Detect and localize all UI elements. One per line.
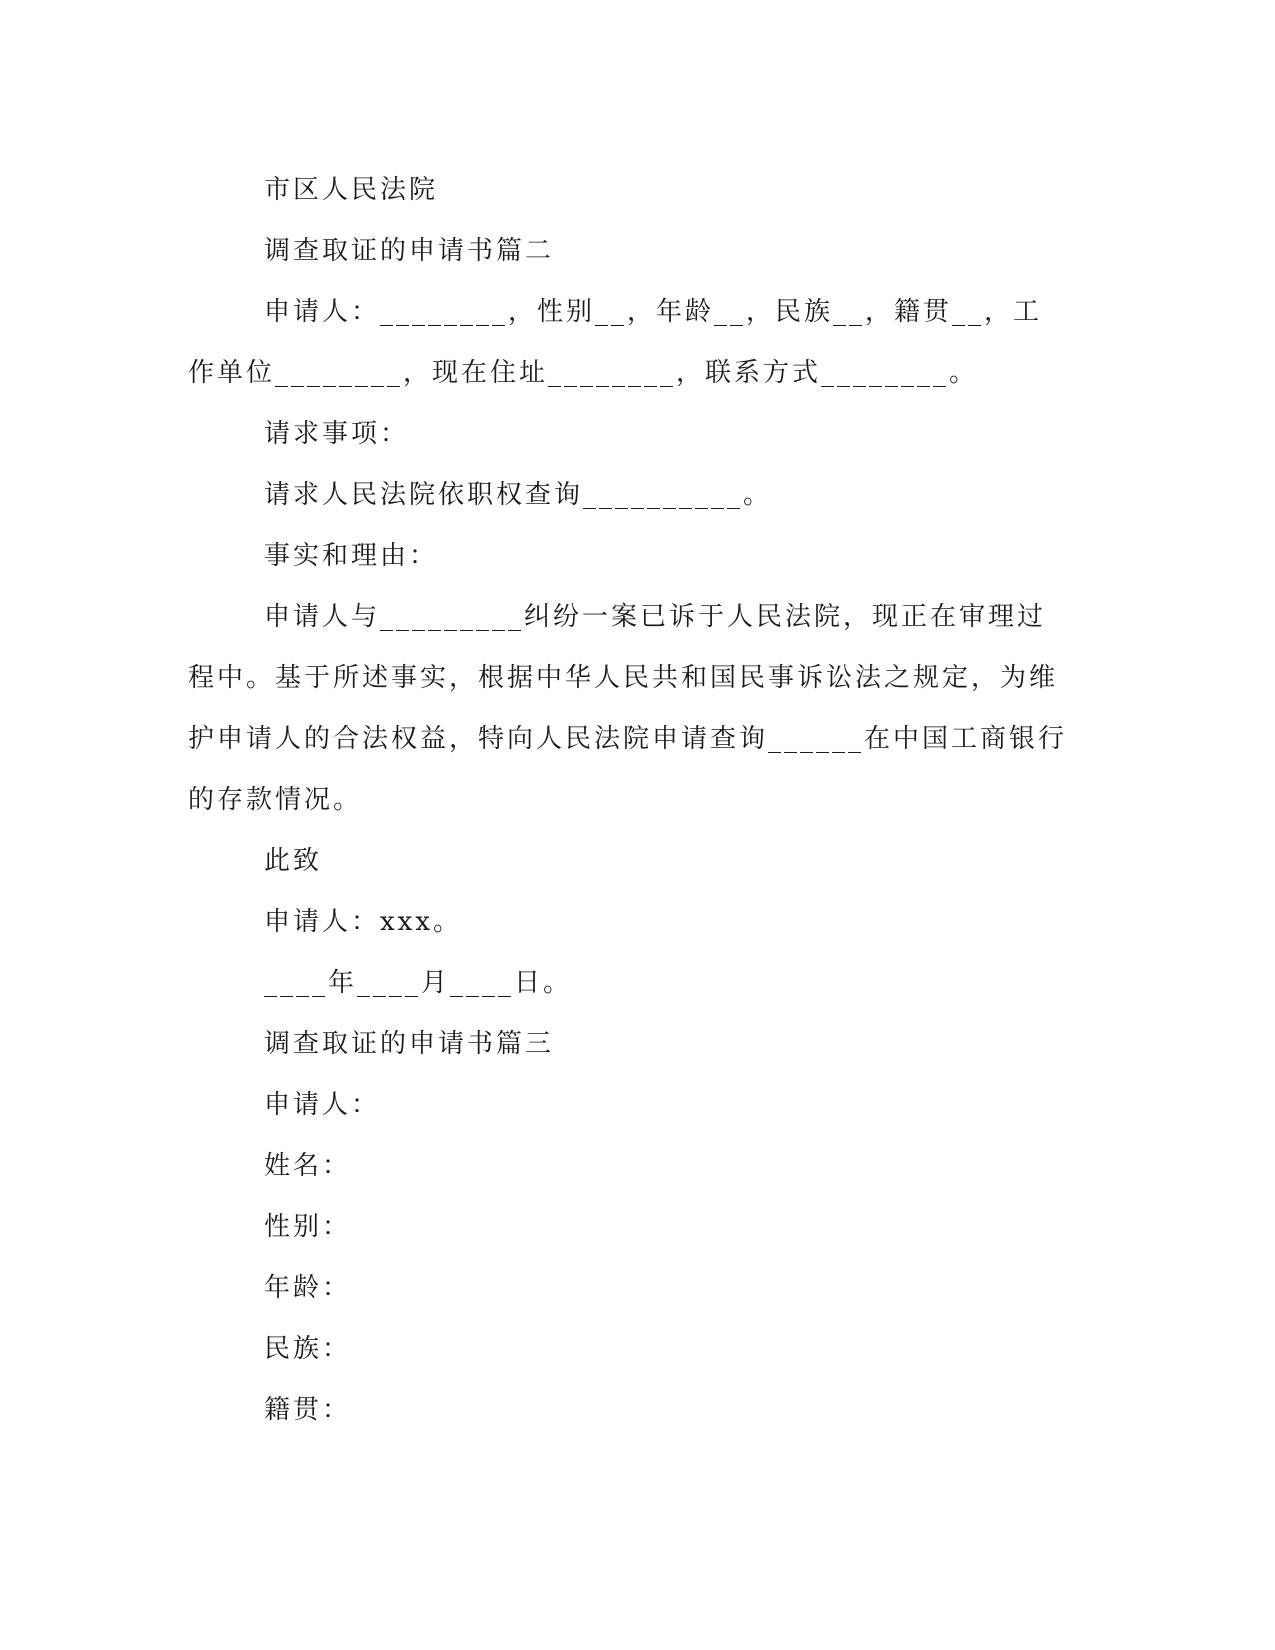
court-addressee: 市区人民法院	[264, 175, 439, 205]
section-heading-three: 调查取证的申请书篇三	[264, 1029, 555, 1059]
ethnicity-field-label: 民族：	[264, 1334, 352, 1364]
name-field-label: 姓名：	[264, 1151, 352, 1181]
gender-field-label: 性别：	[264, 1212, 352, 1242]
facts-reasons-heading: 事实和理由：	[264, 541, 439, 571]
date-line: ____年____月____日。	[264, 968, 573, 998]
facts-reasons-text: 申请人与_________纠纷一案已诉于人民法院，现正在审理过程中。基于所述事实，根据中华人民共和国民事诉讼法之规定，为维护申请人的合法权益，特向人民法院申请查询______在中国工商银行的存款情况。	[188, 602, 1068, 815]
section-heading-two: 调查取证的申请书篇二	[264, 236, 555, 266]
request-items-heading: 请求事项：	[264, 419, 410, 449]
document-body	[188, 160, 1068, 1441]
applicant-info-paragraph: 申请人：________，性别__，年龄__，民族__，籍贯__，工作单位________，现在住址________，联系方式________。	[188, 297, 1043, 388]
age-field-label: 年龄：	[264, 1273, 352, 1303]
applicant-label: 申请人：	[264, 1090, 381, 1120]
native-place-field-label: 籍贯：	[264, 1395, 352, 1425]
closing-salutation: 此致	[264, 846, 323, 876]
request-items-text: 请求人民法院依职权查询__________。	[264, 480, 773, 510]
applicant-signature: 申请人：xxx。	[264, 907, 462, 937]
